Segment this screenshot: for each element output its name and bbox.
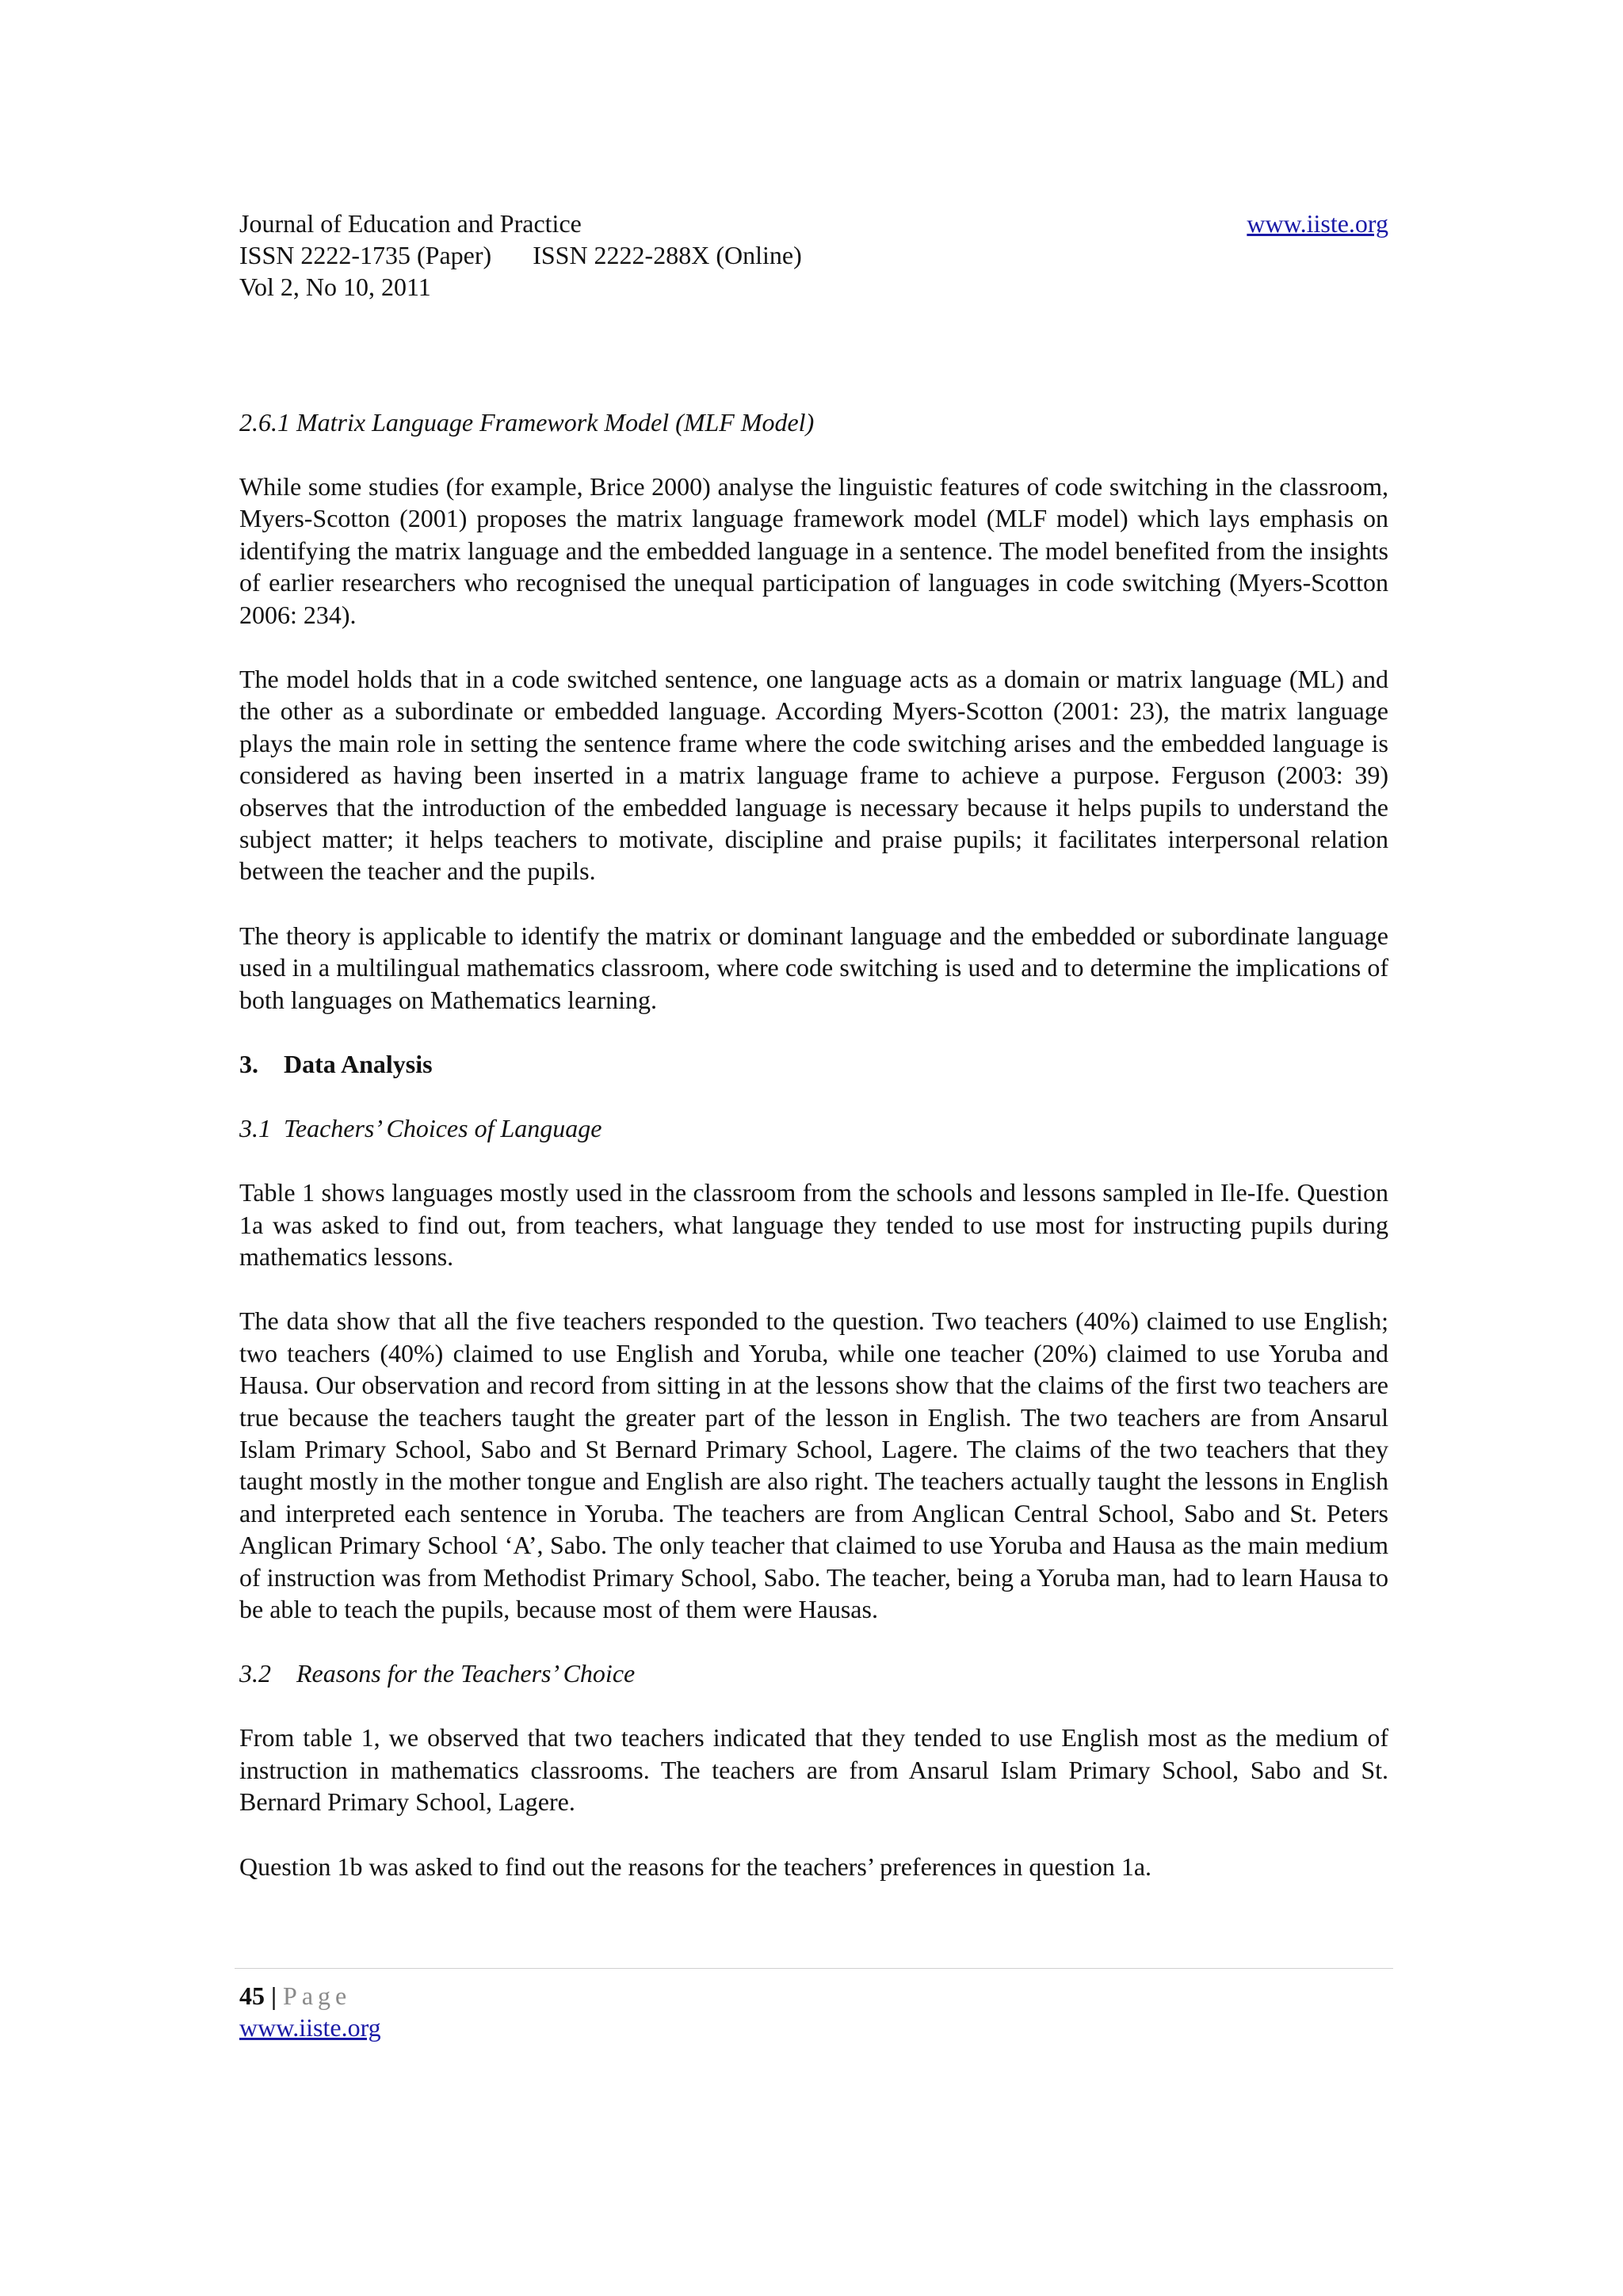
- page-label: Page: [283, 1981, 352, 2010]
- reasons-heading: 3.2 Reasons for the Teachers’ Choice: [239, 1659, 636, 1688]
- page-number: 45: [239, 1981, 265, 2010]
- issn-print: ISSN 2222-1735 (Paper): [239, 241, 492, 269]
- paragraph-table-1: Table 1 shows languages mostly used in the classroom from the schools and lessons sampled in Ile-Ife. Question 1a was asked to find out, from teachers, what language they tended to use most for instructing pupils during mathematics lessons.: [239, 1178, 1388, 1271]
- footer-website-link[interactable]: www.iiste.org: [239, 2013, 381, 2042]
- page-body: [239, 208, 1388, 1882]
- issn-online: ISSN 2222-288X (Online): [533, 241, 802, 269]
- header-website-link[interactable]: www.iiste.org: [1247, 209, 1388, 238]
- page-footer: [235, 1968, 1393, 2043]
- paragraph-teacher-responses: The data show that all the five teachers responded to the question. Two teachers (40%) claimed to use English; two teachers (40%) claimed to use English and Yoruba, while one teacher (20%) claimed to use Yoruba and Hausa. Our observation and record from sitting in at the lessons show that the claims of the first two teachers are true because the teachers taught the greater part of the lesson in English. The two teachers are from Ansarul Islam Primary School, Sabo and St Bernard Primary School, Lagere. The claims of the two teachers that they taught mostly in the mother tongue and English are also right. The teachers actually taught the lessons in English and interpreted each sentence in Yoruba. The teachers are from Anglican Central School, Sabo and St. Peters Anglican Primary School ‘A’, Sabo. The only teacher that claimed to use Yoruba and Hausa as the main medium of instruction was from Methodist Primary School, Sabo. The teacher, being a Yoruba man, had to learn Hausa to be able to teach the pupils, because most of them were Hausas.: [239, 1306, 1388, 1623]
- volume-info: Vol 2, No 10, 2011: [239, 273, 431, 301]
- mlf-model-heading: 2.6.1 Matrix Language Framework Model (MLF Model): [239, 408, 815, 437]
- paragraph-mlf-intro: While some studies (for example, Brice 2000) analyse the linguistic features of code switching in the classroom, Myers-Scotton (2001) proposes the matrix language framework model (MLF model) which lays emphasis on identifying the matrix language and the embedded language in a sentence. The model benefited from the insights of earlier researchers who recognised the unequal participation of languages in code switching (Myers-Scotton 2006: 234).: [239, 472, 1388, 629]
- page-separator: |: [271, 1981, 277, 2010]
- paragraph-mlf-model: The model holds that in a code switched sentence, one language acts as a domain or matrix language (ML) and the other as a subordinate or embedded language. According Myers-Scotton (2001: 23), the matrix language plays the main role in setting the sentence frame where the code switching arises and the embedded language is considered as having been inserted in a matrix language frame to achieve a purpose. Ferguson (2003: 39) observes that the introduction of the embedded language is necessary because it helps pupils to understand the subject matter; it helps teachers to motivate, discipline and praise pupils; it facilitates interpersonal relation between the teacher and the pupils.: [239, 665, 1388, 886]
- issn-line: [239, 239, 1388, 271]
- journal-header: [239, 208, 1388, 303]
- page-number-line: [239, 1980, 1393, 2012]
- paragraph-theory-application: The theory is applicable to identify the matrix or dominant language and the embedded or subordinate language used in a multilingual mathematics classroom, where code switching is used and to determine the implications of both languages on Mathematics learning.: [239, 921, 1388, 1014]
- teachers-choices-heading: 3.1 Teachers’ Choices of Language: [239, 1114, 602, 1143]
- data-analysis-heading: 3. Data Analysis: [239, 1050, 433, 1079]
- journal-title: Journal of Education and Practice: [239, 209, 582, 238]
- paragraph-question-1b: Question 1b was asked to find out the reasons for the teachers’ preferences in question 1a.: [239, 1852, 1152, 1881]
- footer-divider: [235, 1968, 1393, 1969]
- paragraph-english-preference: From table 1, we observed that two teachers indicated that they tended to use English most as the medium of instruction in mathematics classrooms. The teachers are from Ansarul Islam Primary School, Sabo and St. Bernard Primary School, Lagere.: [239, 1723, 1388, 1817]
